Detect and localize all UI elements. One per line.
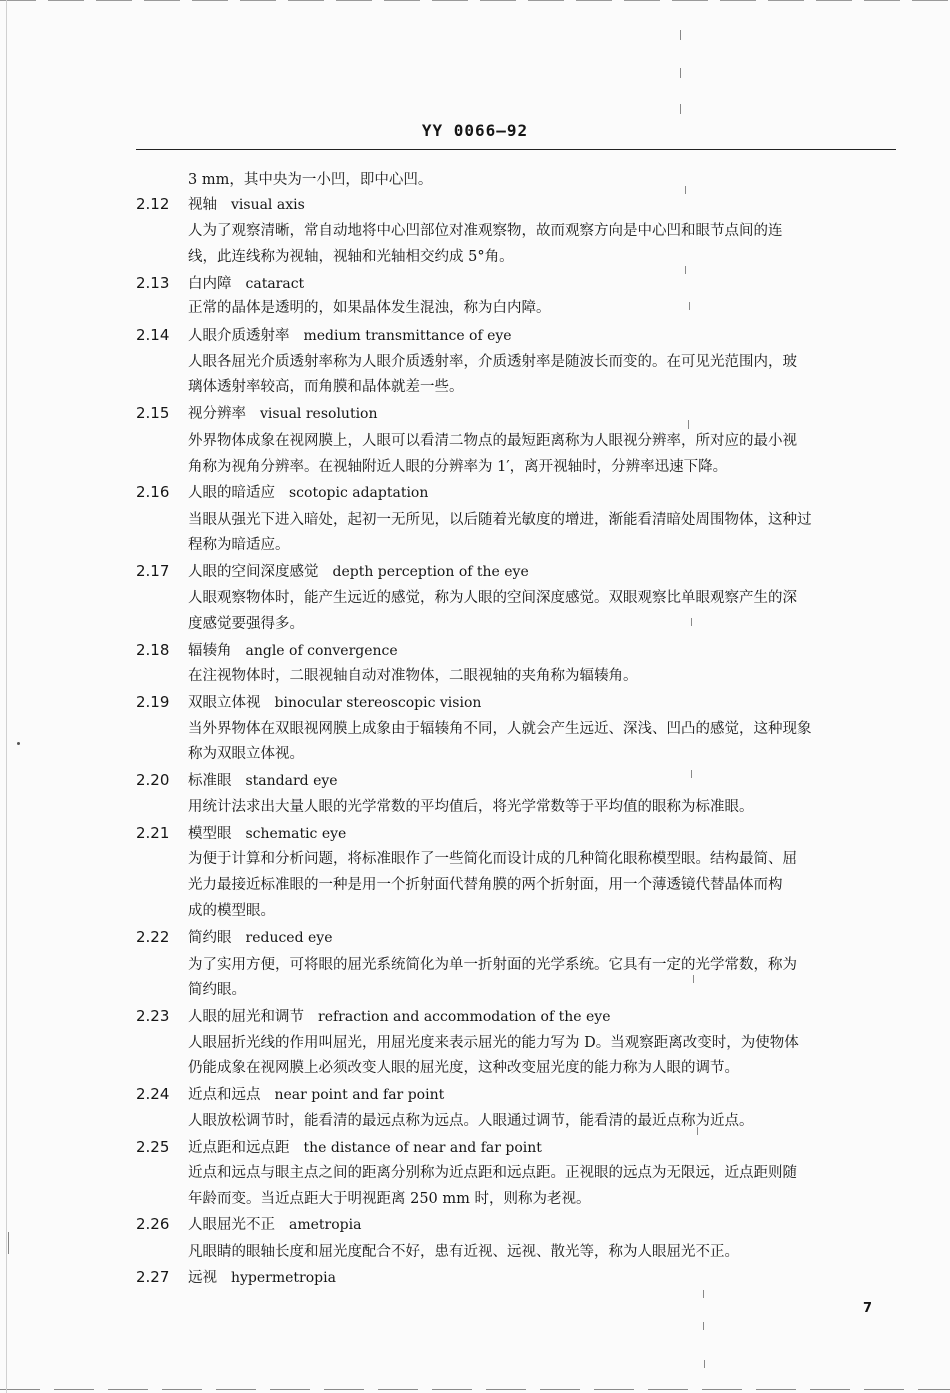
term-chinese: 近点距和远点距 — [188, 1140, 290, 1156]
term-chinese: 人眼介质透射率 — [188, 328, 290, 344]
term-number: 2.19 — [136, 693, 170, 711]
page-number: 7 — [863, 1301, 873, 1316]
term-english: hypermetropia — [231, 1270, 336, 1286]
term-number: 2.22 — [136, 928, 170, 946]
definition-line: 璃体透射率较高，而角膜和晶体就差一些。 — [188, 379, 464, 395]
definition-line: 仍能成象在视网膜上必须改变人眼的屈光度，这种改变屈光度的能力称为人眼的调节。 — [188, 1060, 739, 1076]
standard-code-header: YY 0066—92 — [421, 121, 529, 140]
term-english: standard eye — [245, 773, 338, 789]
term-chinese: 人眼屈光不正 — [188, 1217, 275, 1233]
term-heading — [136, 1084, 444, 1105]
term-english: ametropia — [289, 1217, 362, 1233]
term-chinese: 远视 — [188, 1270, 217, 1286]
term-heading — [136, 403, 378, 424]
definition-line: 成的模型眼。 — [188, 903, 275, 919]
term-number: 2.18 — [136, 641, 170, 659]
term-english: reduced eye — [245, 930, 333, 946]
definition-line: 近点和远点与眼主点之间的距离分别称为近点距和远点距。正视眼的远点为无限远，近点距则随 — [188, 1165, 797, 1181]
definition-line: 角称为视角分辨率。在视轴附近人眼的分辨率为 1′，离开视轴时，分辨率迅速下降。 — [188, 459, 728, 475]
term-english: visual resolution — [260, 406, 378, 422]
definition-line: 人眼各屈光介质透射率称为人眼介质透射率，介质透射率是随波长而变的。在可见光范围内，玻 — [188, 354, 797, 370]
term-chinese: 简约眼 — [188, 930, 232, 946]
definition-line: 当外界物体在双眼视网膜上成象由于辐辏角不同，人就会产生远近、深浅、凹凸的感觉，这种现象 — [188, 721, 812, 737]
term-chinese: 标准眼 — [188, 773, 232, 789]
definition-line: 程称为暗适应。 — [188, 537, 290, 553]
definition-line: 为了实用方便，可将眼的屈光系统简化为单一折射面的光学系统。它具有一定的光学常数，称为 — [188, 957, 797, 973]
term-number: 2.16 — [136, 483, 170, 501]
term-english: depth perception of the eye — [332, 564, 529, 580]
term-english: schematic eye — [245, 826, 347, 842]
term-chinese: 白内障 — [188, 276, 232, 292]
term-heading — [136, 561, 529, 582]
term-heading — [136, 325, 512, 346]
scan-mark — [703, 1290, 704, 1298]
definition-line: 外界物体成象在视网膜上，人眼可以看清二物点的最短距离称为人眼视分辨率，所对应的最小视 — [188, 433, 797, 449]
scan-mark — [680, 68, 681, 78]
term-number: 2.25 — [136, 1138, 170, 1156]
term-chinese: 视轴 — [188, 197, 217, 213]
scan-mark — [688, 420, 689, 429]
definition-line: 人为了观察清晰，常自动地将中心凹部位对准观察物，故而观察方向是中心凹和眼节点间的连 — [188, 223, 783, 239]
term-number: 2.24 — [136, 1085, 170, 1103]
term-heading — [136, 692, 481, 713]
scan-dot — [17, 742, 20, 745]
definition-line: 用统计法求出大量人眼的光学常数的平均值后，将光学常数等于平均值的眼称为标准眼。 — [188, 799, 754, 815]
term-heading — [136, 770, 338, 791]
definition-line: 人眼观察物体时，能产生远近的感觉，称为人眼的空间深度感觉。双眼观察比单眼观察产生的深 — [188, 590, 797, 606]
term-heading — [136, 1267, 336, 1288]
definition-line: 在注视物体时，二眼视轴自动对准物体，二眼视轴的夹角称为辐辏角。 — [188, 668, 638, 684]
scan-border-top — [0, 0, 950, 1]
definition-line: 简约眼。 — [188, 982, 246, 998]
definition-line: 度感觉要强得多。 — [188, 616, 304, 632]
term-english: scotopic adaptation — [289, 485, 429, 501]
definition-line: 凡眼睛的眼轴长度和屈光度配合不好，患有近视、远视、散光等，称为人眼屈光不正。 — [188, 1244, 739, 1260]
term-number: 2.13 — [136, 274, 170, 292]
scan-mark — [8, 1232, 9, 1254]
term-number: 2.15 — [136, 404, 170, 422]
term-heading — [136, 1137, 542, 1158]
term-heading — [136, 482, 428, 503]
term-number: 2.17 — [136, 562, 170, 580]
term-heading — [136, 1214, 361, 1235]
definition-line: 当眼从强光下进入暗处，起初一无所见，以后随着光敏度的增进，渐能看清暗处周围物体，这种过 — [188, 512, 812, 528]
term-number: 2.21 — [136, 824, 170, 842]
term-heading — [136, 194, 305, 215]
term-chinese: 辐辏角 — [188, 643, 232, 659]
term-english: medium transmittance of eye — [303, 328, 512, 344]
term-heading — [136, 273, 304, 294]
term-english: the distance of near and far point — [303, 1140, 542, 1156]
term-number: 2.14 — [136, 326, 170, 344]
term-number: 2.26 — [136, 1215, 170, 1233]
term-english: visual axis — [231, 197, 305, 213]
term-chinese: 双眼立体视 — [188, 695, 261, 711]
term-heading — [136, 823, 346, 844]
scan-border-bottom — [0, 1389, 950, 1390]
term-number: 2.23 — [136, 1007, 170, 1025]
scan-mark — [685, 266, 686, 274]
continuation-line: 3 mm，其中央为一小凹，即中心凹。 — [188, 172, 433, 188]
term-english: angle of convergence — [245, 643, 398, 659]
definition-line: 光力最接近标准眼的一种是用一个折射面代替角膜的两个折射面，用一个薄透镜代替晶体而构 — [188, 877, 783, 893]
term-english: refraction and accommodation of the eye — [318, 1009, 611, 1025]
term-number: 2.27 — [136, 1268, 170, 1286]
scan-mark — [680, 104, 681, 114]
definition-line: 为便于计算和分析问题，将标准眼作了一些简化而设计成的几种简化眼称模型眼。结构最简、屈 — [188, 851, 797, 867]
scan-mark — [704, 1360, 705, 1368]
term-chinese: 模型眼 — [188, 826, 232, 842]
definition-line: 称为双眼立体视。 — [188, 746, 304, 762]
term-heading — [136, 927, 332, 948]
term-chinese: 人眼的屈光和调节 — [188, 1009, 304, 1025]
term-english: cataract — [245, 276, 305, 292]
definition-line: 人眼屈折光线的作用叫屈光，用屈光度来表示屈光的能力写为 D。当观察距离改变时，为使物体 — [188, 1035, 799, 1051]
scan-border-left — [6, 0, 7, 1393]
definition-line: 正常的晶体是透明的，如果晶体发生混浊，称为白内障。 — [188, 300, 551, 316]
term-chinese: 近点和远点 — [188, 1087, 261, 1103]
term-heading — [136, 1006, 610, 1027]
header-rule — [136, 149, 896, 150]
scan-mark — [703, 1322, 704, 1330]
definition-line: 年龄而变。当近点距大于明视距离 250 mm 时，则称为老视。 — [188, 1191, 591, 1207]
term-number: 2.20 — [136, 771, 170, 789]
term-chinese: 人眼的暗适应 — [188, 485, 275, 501]
term-english: binocular stereoscopic vision — [274, 695, 482, 711]
definition-line: 人眼放松调节时，能看清的最远点称为远点。人眼通过调节，能看清的最近点称为近点。 — [188, 1113, 754, 1129]
definition-line: 线，此连线称为视轴，视轴和光轴相交约成 5°角。 — [188, 249, 514, 265]
term-number: 2.12 — [136, 195, 170, 213]
term-chinese: 人眼的空间深度感觉 — [188, 564, 319, 580]
term-chinese: 视分辨率 — [188, 406, 246, 422]
scan-mark — [691, 770, 692, 778]
scan-mark — [680, 30, 681, 40]
term-heading — [136, 640, 398, 661]
term-english: near point and far point — [274, 1087, 445, 1103]
